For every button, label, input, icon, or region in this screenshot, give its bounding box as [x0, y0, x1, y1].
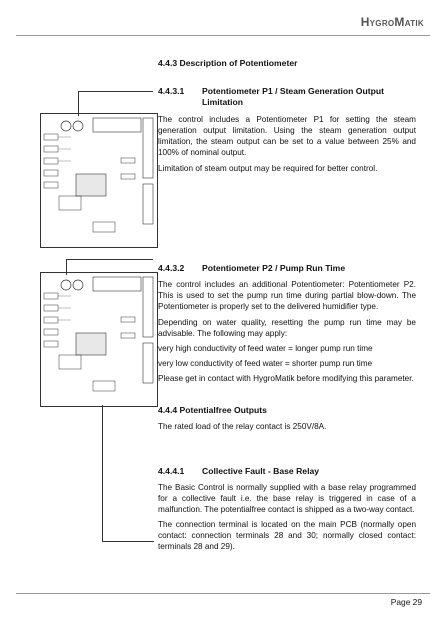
pcb-drawing [41, 273, 157, 406]
leader-line [66, 259, 67, 275]
subsection-heading [158, 86, 416, 108]
section-4-4-3-2 [158, 263, 416, 384]
paragraph: The connection terminal is located on the main PCB (normally open contact: connection terminals 28 and 30; normally closed contact: terminals 28 and 29). [158, 520, 416, 551]
section-4-4-4 [158, 405, 416, 432]
pcb-diagram-p2 [40, 272, 158, 407]
paragraph: very high conductivity of feed water = longer pump run time [158, 344, 373, 353]
paragraph: The Basic Control is normally supplied with a base relay programmed for a collective fault i.e. the base relay is triggered in case of a malfunction. The potentialfree contact is shipped as a two-way contact. [158, 483, 416, 514]
section-4-4-3-1 [158, 86, 416, 174]
subsection-number: 4.4.3.1 [158, 86, 185, 96]
paragraph: The control includes a Potentiometer P1 for setting the steam generation output limitation. Using the steam generation output limitation, the steam output can be set to a value between 25% and 100% of nominal output. [158, 115, 416, 157]
section-4-4-4-1 [158, 466, 416, 552]
paragraph: Please get in contact with HygroMatik before modifying this parameter. [158, 374, 414, 383]
pcb-diagram-p1 [40, 113, 158, 248]
paragraph: The rated load of the relay contact is 250V/8A. [158, 422, 327, 431]
subsection-title: Potentiometer P2 / Pump Run Time [202, 263, 346, 273]
section-4-4-3 [158, 58, 416, 69]
paragraph: very low conductivity of feed water = shorter pump run time [158, 359, 373, 368]
paragraph: Limitation of steam output may be required for better control. [158, 164, 378, 173]
footer-rule [16, 593, 430, 594]
pcb-drawing [41, 114, 157, 247]
subsection-title: Potentiometer P1 / Steam Generation Output Limitation [202, 86, 384, 107]
leader-line [102, 405, 103, 541]
subsection-number: 4.4.4.1 [158, 466, 185, 476]
leader-line [78, 91, 79, 116]
subsection-heading [158, 263, 416, 274]
header-rule [16, 35, 430, 36]
section-title: 4.4.3 Description of Potentiometer [158, 58, 298, 68]
subsection-heading [158, 466, 416, 477]
leader-line [66, 259, 153, 260]
leader-line [102, 541, 154, 542]
page-number: Page 29 [390, 597, 422, 607]
paragraph: Depending on water quality, resetting the pump run time may be advisable. The following may apply: [158, 318, 416, 338]
section-title: 4.4.4 Potentialfree Outputs [158, 405, 267, 415]
leader-line [78, 91, 153, 92]
paragraph: The control includes an additional Potentiometer: Potentiometer P2. This is used to set the pump run time during partial blow-down. The Potentiometer is properly set to the delivered humidifier type. [158, 280, 416, 311]
subsection-title: Collective Fault - Base Relay [202, 466, 320, 476]
subsection-number: 4.4.3.2 [158, 263, 185, 273]
brand-logo: HygroMatik [360, 15, 424, 29]
